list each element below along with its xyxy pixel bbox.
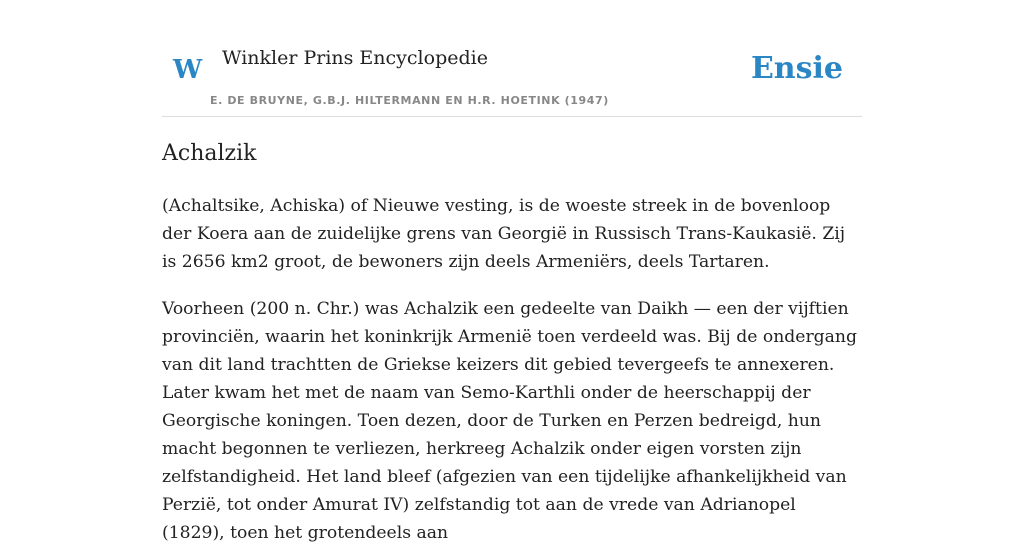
article [162,138,862,547]
encyclopedia-title[interactable]: Winkler Prins Encyclopedie [222,47,488,69]
encyclopedia-header [162,30,862,117]
article-title: Achalzik [162,141,257,166]
encyclopedia-authors: E. DE BRUYNE, G.B.J. HILTERMANN EN H.R. HOETINK (1947) [210,94,609,107]
ensie-home-link[interactable]: Ensie [750,51,843,86]
winkler-prins-logo[interactable]: W [173,55,203,85]
article-paragraph: Voorheen (200 n. Chr.) was Achalzik een gedeelte van Daikh — een der vijftien provinciën, waarin het koninkrijk Armenië toen verdeeld was. Bij de ondergang van dit land trachtten de Griekse keizers dit gebied tevergeefs te annexeren. Later kwam het met de naam van Semo-Karthli onder de heerschappij der Georgische koningen. Toen dezen, door de Turken en Perzen bedreigd, hun macht begonnen te verliezen, herkreeg Achalzik onder eigen vorsten zijn zelfstandigheid. Het land bleef (afgezien van een tijdelijke afhankelijkheid van Perzië, tot onder Amurat IV) zelfstandig tot aan de vrede van Adrianopel (1829), toen het grotendeels aan [162,299,857,543]
article-paragraph: (Achaltsike, Achiska) of Nieuwe vesting, is de woeste streek in de bovenloop der Koera aan de zuidelijke grens van Georgië in Russisch Trans-Kaukasië. Zij is 2656 km2 groot, de bewoners zijn deels Armeniërs, deels Tartaren. [162,196,846,272]
